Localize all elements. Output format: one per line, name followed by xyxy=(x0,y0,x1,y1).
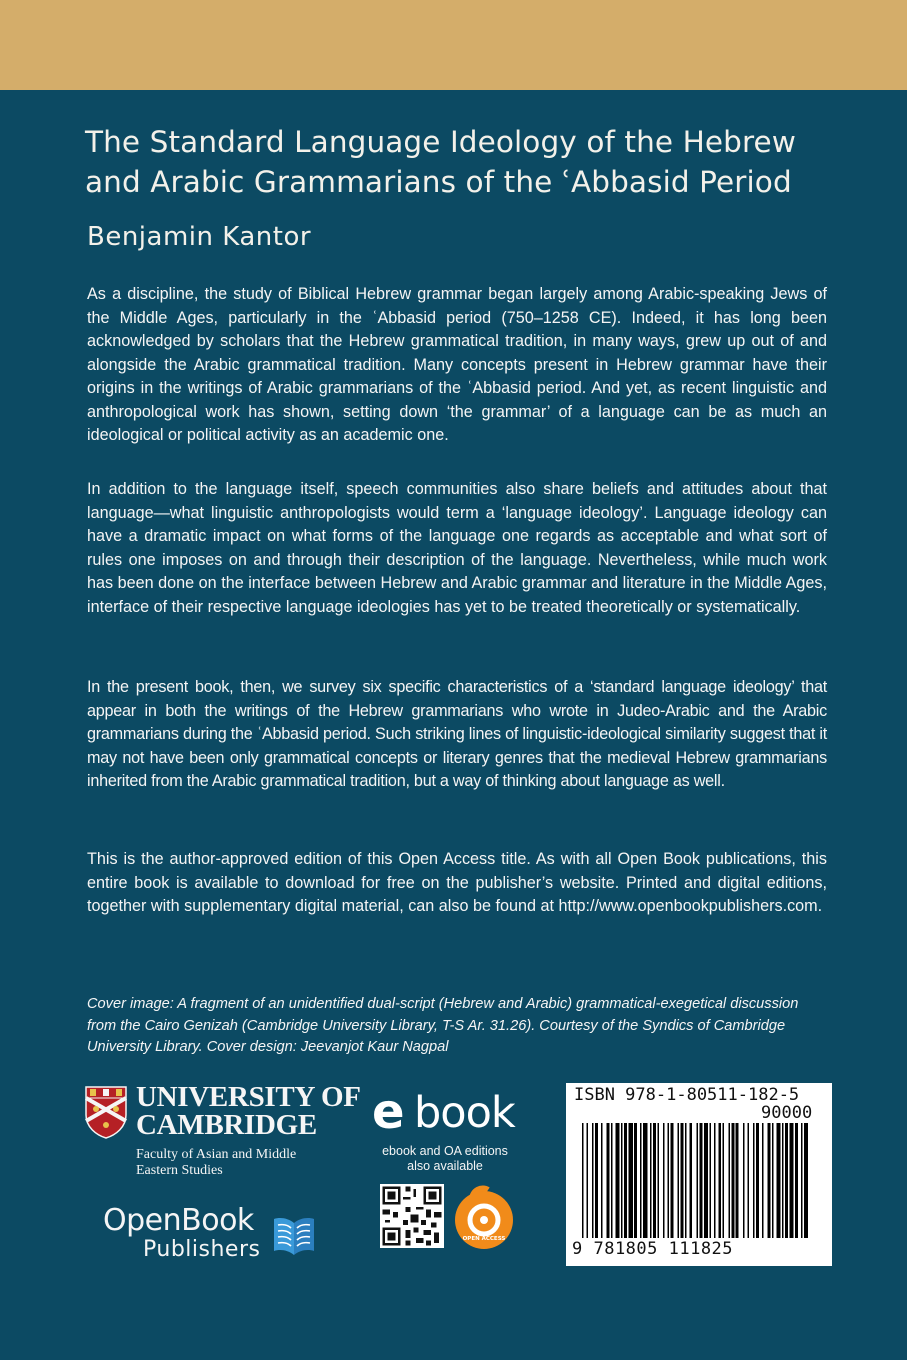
blurb-paragraph-2: In addition to the language itself, speech communities also share beliefs and attitudes about that language—what linguistic anthropologists would term a ‘language ideology’. Language ideology can have a dramatic impact on what forms of the language one regards as acceptable and what sort of rules one imposes on and through their description of the language. Nevertheless, while much work has been done on the interface between Hebrew and Arabic grammar and literature in the Middle Ages, interface of their respective language ideologies has yet to be treated theoretically or systematically. xyxy=(87,480,827,616)
blurb-paragraph-1: As a discipline, the study of Biblical Hebrew grammar began largely among Arabic-speaking Jews of the Middle Ages, particularly in the ʿAbbasid period (750–1258 CE). Indeed, it has long been acknowledged by scholars that the Hebrew grammatical tradition, in many ways, grew up out of and alongside the Arabic grammatical tradition. Many concepts present in Hebrew grammar have their origins in the writings of Arabic grammarians of the ʿAbbasid period. And yet, as recent linguistic and anthropological work has shown, setting down ‘the grammar’ of a language can be as much an ideological or political activity as an academic one. xyxy=(87,285,827,444)
ebook-note-line-1: ebook and OA editions xyxy=(382,1144,508,1158)
cambridge-dept-line-2: Eastern Studies xyxy=(136,1163,223,1178)
title-line-1: The Standard Language Ideology of the Hebrew xyxy=(85,125,797,159)
ebook-word: book xyxy=(414,1088,515,1138)
ebook-wordmark xyxy=(372,1084,520,1142)
author-name: Benjamin Kantor xyxy=(87,222,312,252)
cambridge-dept-line-1: Faculty of Asian and Middle xyxy=(136,1147,297,1162)
isbn-text: ISBN 978-1-80511-182-5 xyxy=(574,1085,800,1105)
cambridge-department xyxy=(136,1147,296,1179)
cambridge-logo xyxy=(84,1081,361,1185)
cambridge-line-2: CAMBRIDGE xyxy=(136,1109,317,1141)
top-color-band xyxy=(0,0,907,90)
cambridge-shield-icon xyxy=(84,1085,128,1139)
book-title xyxy=(85,122,845,202)
open-access-icon-text: OPEN ACCESS xyxy=(462,1236,506,1242)
title-line-2: and Arabic Grammarians of the ʿAbbasid Period xyxy=(85,165,792,199)
ebook-note-line-2: also available xyxy=(407,1159,483,1173)
openbook-sub: Publishers xyxy=(143,1237,261,1262)
barcode-icon xyxy=(580,1123,824,1238)
cover-credit: Cover image: A fragment of an unidentified dual-script (Hebrew and Arabic) grammatical-exegetical discussion from the Cairo Genizah (Cambridge University Library, T-S Ar. 31.26). Courtesy of the Syndics of Cambridge University Library. Cover design: Jeevanjot Kaur Nagpal xyxy=(87,996,799,1055)
open-access-icon xyxy=(454,1184,514,1250)
openbook-publishers-logo xyxy=(103,1205,333,1267)
openbook-name: OpenBook xyxy=(103,1203,254,1238)
open-book-icon xyxy=(271,1213,317,1257)
barcode-digits: 9 781805 111825 xyxy=(572,1239,734,1259)
qr-code-icon[interactable] xyxy=(380,1184,444,1248)
cambridge-wordmark xyxy=(136,1083,361,1139)
cambridge-line-1: UNIVERSITY OF xyxy=(136,1081,361,1113)
ebook-note xyxy=(372,1144,518,1174)
price-code: 90000 xyxy=(761,1103,813,1123)
ebook-e: e xyxy=(372,1084,405,1140)
blurb-paragraph-3: In the present book, then, we survey six specific characteristics of a ‘standard language ideology’ that appear in both the writings of the Hebrew grammarians who wrote in Judeo-Arabic and the Arabic grammarians during the ʿAbbasid period. Such striking lines of linguistic-ideological similarity suggest that it may not have been only grammatical concepts or literary genres that the medieval Hebrew grammarians inherited from the Arabic grammatical tradition, but a way of thinking about language as well. xyxy=(87,678,827,790)
ebook-badge xyxy=(372,1084,522,1262)
isbn-barcode-block xyxy=(566,1083,832,1266)
blurb-paragraph-4: This is the author-approved edition of this Open Access title. As with all Open Book publications, this entire book is available to download for free on the publisher’s website. Printed and digital editions, together with supplementary digital material, can also be found at http://www.openbookpublishers.com. xyxy=(87,850,827,915)
